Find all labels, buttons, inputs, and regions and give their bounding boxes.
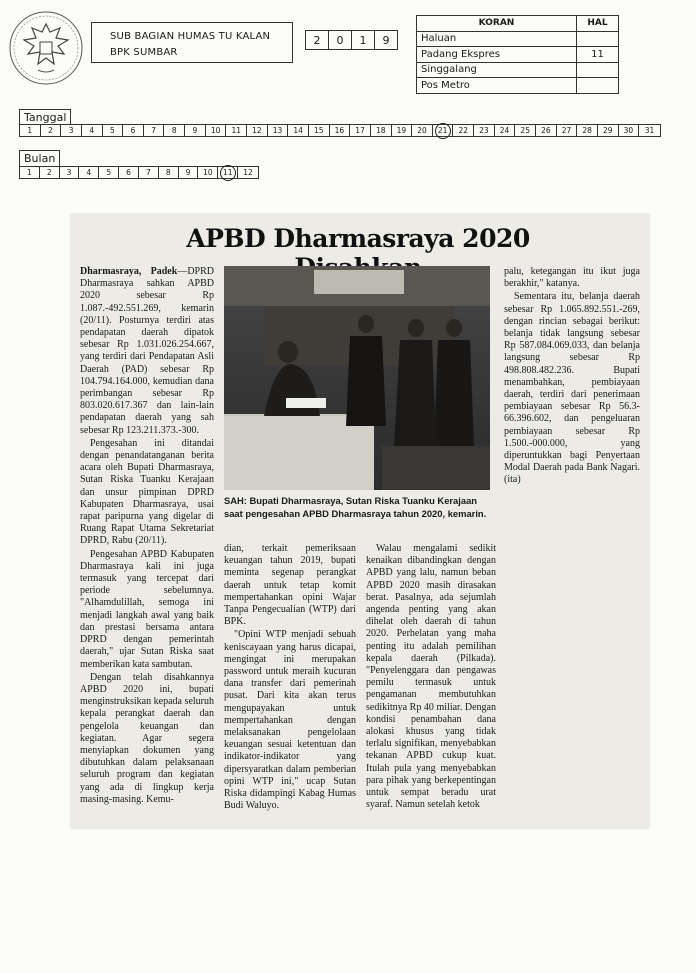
bulan-cell: 12 <box>243 168 253 177</box>
dateline: Dharmasraya, Padek <box>80 266 178 277</box>
tanggal-cell: 27 <box>557 125 578 136</box>
year-digit: 1 <box>351 30 375 50</box>
tanggal-cell: 26 <box>536 125 557 136</box>
bulan-cell: 1 <box>20 167 40 178</box>
tanggal-cell: 19 <box>392 125 413 136</box>
tanggal-cell: 4 <box>82 125 103 136</box>
page-number <box>577 78 619 94</box>
tanggal-cell: 5 <box>103 125 124 136</box>
tanggal-cell: 30 <box>619 125 640 136</box>
article-paragraph: Walau mengalami sedikit kenaikan dibandingkan dengan APBD yang lalu, namun beban APBD 2020 masih dirasakan berat. Pasalnya, ada sejumlah angenda penting yang akan dihelat oleh daerah di tahun 2020. Perhelatan yang maha penting itu adalah pemilihan kepala daerah (Pilkada). "Penyelenggara dan pengawas pemilu termasuk untuk pengamanan membutuhkan sedikitnya Rp 40 miliar. Dengan kondisi penambahan dana alokasi khusus yang tidak terlalu signifikan, menyebabkan tekanan APBD cukup kuat. Itulah pula yang menyebabkan para pihak yang berkepentingan untuk sempat beradu urat syaraf. Namun setelah ketok <box>366 543 496 811</box>
table-row <box>417 62 619 78</box>
tanggal-cell: 8 <box>164 125 185 136</box>
tanggal-row <box>19 124 661 137</box>
article-paragraph: Dharmasraya, Padek—DPRD Dharmasraya sahkan APBD 2020 sebesar Rp 1.087.-492.551.269, kemarin (20/11). Posturnya terdiri atas pendapatan daerah dipatok sebesar Rp 1.031.026.254.667, yang terdiri dari Pendapatan Asli Daerah (PAD) sebesar Rp 104.794.164.000, kemudian dana perimbangan sebesar Rp 803.020.617.367 dan lain-lain pendapatan daerah yang sah sebesar Rp 123.211.373.-300. <box>80 266 214 436</box>
bulan-cell: 4 <box>79 167 99 178</box>
article-column-3 <box>366 543 496 812</box>
bulan-cell: 9 <box>179 167 199 178</box>
koran-header: KORAN <box>417 16 577 32</box>
tanggal-cell: 3 <box>61 125 82 136</box>
table-row <box>417 47 619 63</box>
article-headline: APBD Dharmasraya 2020 <box>186 224 530 253</box>
newspaper-name: Pos Metro <box>417 78 577 94</box>
tanggal-cell: 6 <box>123 125 144 136</box>
bulan-cell: 2 <box>40 167 60 178</box>
tanggal-cell: 2 <box>41 125 62 136</box>
bulan-cell: 8 <box>159 167 179 178</box>
tanggal-cell: 15 <box>309 125 330 136</box>
tanggal-cell: 14 <box>288 125 309 136</box>
newspaper-name: Singgalang <box>417 62 577 78</box>
article-paragraph: "Opini WTP menjadi sebuah keniscayaan yang harus dicapai, mengingat ini merupakan password untuk meraih kucuran dana transfer dari pemerinah pusat. Dari kita akan terus mengupayakan untuk mempertahankan dengan melaksanakan pengelolaan keuangan sesuai ketentuan dan indikator-indikator yang dipersyaratkan dalam pemberian opini WTP ini," ucap Sutan Riska didampingi Kabag Humas Budi Waluyo. <box>224 629 356 812</box>
hal-header: HAL <box>577 16 619 32</box>
tanggal-label: Tanggal <box>19 109 71 125</box>
page-number <box>577 62 619 78</box>
tanggal-cell: 24 <box>495 125 516 136</box>
garuda-emblem-icon <box>8 10 84 86</box>
bulan-label: Bulan <box>19 150 60 166</box>
article-column-4 <box>504 266 640 488</box>
article-paragraph: Pengesahan ini ditandai dengan penandatanganan berita acara oleh Bupati Dharmasraya, Sutan Riska Tuanku Kerajaan dan unsur pimpinan DPRD Kabupaten Dharmasraya, usai rapat paripurna yang digelar di Ruang Rapat Utama Sekretariat DPRD, Rabu (20/11). <box>80 437 214 547</box>
bulan-cell: 10 <box>198 167 218 178</box>
tanggal-cell: 13 <box>268 125 289 136</box>
article-photo <box>224 266 490 490</box>
tanggal-cell: 9 <box>185 125 206 136</box>
bulan-cell: 5 <box>99 167 119 178</box>
article-paragraph: Sementara itu, belanja daerah sebesar Rp 1.065.892.551.-269, dengan rincian sebagai berikut: belanja tidak langsung sebesar Rp 587.084.069.033, dan belanja langsung sebesar Rp 498.808.482.236. Bupati menambahkan, pembiayaan daerah, terdiri dari penerimaan pembiayaan sebesar Rp 56.3-66.396.602, dan pengeluaran pembiayaan sebesar Rp 1.500.-000.000, yang diperuntukkan bagi Penyertaan Modal Daerah pada Bank Nagari. (ita) <box>504 291 640 486</box>
bulan-cell: 6 <box>119 167 139 178</box>
article-paragraph: dian, terkait pemeriksaan keuangan tahun 2019, bupati meminta segenap perangkat daerah untuk tetap komit mempertahankan opini Wajar Tanpa Pengecualian (WTP) dari BPK. <box>224 543 356 628</box>
tanggal-cell: 28 <box>577 125 598 136</box>
tanggal-cell: 22 <box>453 125 474 136</box>
photo-caption: SAH: Bupati Dharmasraya, Sutan Riska Tuanku Kerajaan saat pengesahan APBD Dharmasraya tahun 2020, kemarin. <box>224 495 487 519</box>
newspaper-table <box>416 15 619 94</box>
page-number <box>577 31 619 47</box>
year-digit: 0 <box>328 30 352 50</box>
tanggal-cell: 16 <box>330 125 351 136</box>
tanggal-cell: 21 <box>433 125 454 136</box>
tanggal-cell: 10 <box>206 125 227 136</box>
year-digit: 9 <box>374 30 398 50</box>
tanggal-cell: 1 <box>20 125 41 136</box>
source-info-box <box>91 22 293 63</box>
table-row <box>417 78 619 94</box>
bulan-cell: 7 <box>139 167 159 178</box>
newspaper-name: Haluan <box>417 31 577 47</box>
tanggal-cell: 25 <box>515 125 536 136</box>
bulan-cell: 11 <box>218 167 238 178</box>
article-column-2 <box>224 543 356 813</box>
article-paragraph: Dengan telah disahkannya APBD 2020 ini, bupati menginstruksikan kepada seluruh kepala perangkat daerah dan pengelola keuangan dan kegiatan. Agar segera menyiapkan dokumen yang dibutuhkan dalam pelaksanaan seluruh program dan kegiatan yang ada di lingkup kerja masing-masing. Kemu- <box>80 671 214 805</box>
article-paragraph: palu, ketegangan itu ikut juga berakhir," katanya. <box>504 266 640 290</box>
page-number: 11 <box>577 47 619 63</box>
tanggal-cell: 12 <box>247 125 268 136</box>
bulan-cell: 3 <box>60 167 80 178</box>
source-line-1: SUB BAGIAN HUMAS TU KALAN <box>110 31 271 42</box>
table-row <box>417 31 619 47</box>
newspaper-name: Padang Ekspres <box>417 47 577 63</box>
tanggal-cell: 11 <box>226 125 247 136</box>
year-digit: 2 <box>305 30 329 50</box>
tanggal-cell: 17 <box>350 125 371 136</box>
tanggal-cell: 29 <box>598 125 619 136</box>
tanggal-cell: 7 <box>144 125 165 136</box>
bulan-row <box>19 166 259 179</box>
tanggal-cell: 20 <box>412 125 433 136</box>
article-column-1 <box>80 266 214 807</box>
source-line-2: BPK SUMBAR <box>110 47 178 58</box>
tanggal-cell: 18 <box>371 125 392 136</box>
tanggal-cell: 23 <box>474 125 495 136</box>
article-paragraph: Pengesahan APBD Kabupaten Dharmasraya kali ini juga termasuk yang tercepat dari periode sebelumnya. "Alhamdulillah, semoga ini menjadi langkah awal yang baik dan prestasi bersama antara DPRD dengan pemerintah daerah," ujar Sutan Riska saat memberikan kata sambutan. <box>80 548 214 670</box>
tanggal-cell: 31 <box>644 126 655 135</box>
year-box <box>306 30 398 50</box>
